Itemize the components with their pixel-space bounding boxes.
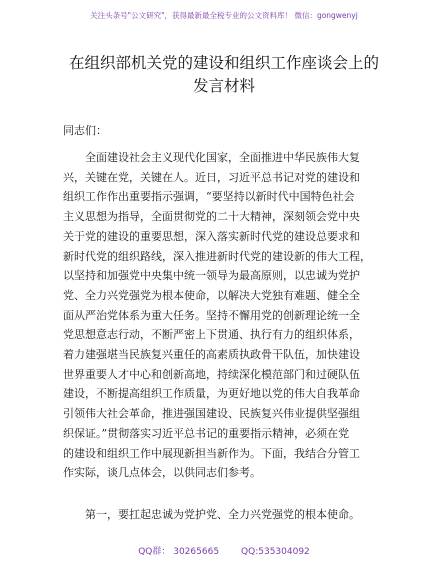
body-line: 党、全力兴党强党为根本使命，以解决大党独有难题、健全全 bbox=[63, 288, 360, 302]
title-line-2: 发言材料 bbox=[192, 77, 255, 95]
footer-qq-group: QQ群： 30265665 bbox=[138, 547, 220, 557]
header-notice: 关注头条号"公文研究"，获得最新最全税专业的公文资料库！ 微信：gongwenyj bbox=[90, 11, 358, 20]
body-line: 新时代党的组织路线，深入推进新时代党的建设新的伟大工程， bbox=[63, 249, 371, 263]
body-paragraph bbox=[63, 148, 389, 483]
body-line: 的建设和组织工作中展现新担当新作为。下面，我结合分管工 bbox=[63, 446, 360, 460]
body-line: 着力建强堪当民族复兴重任的高素质执政骨干队伍，加快建设 bbox=[63, 348, 360, 362]
body-line: 世界重要人才中心和创新高地，持续深化模范部门和过硬队伍 bbox=[63, 367, 360, 381]
body-line: 引领伟大社会革命，推进强国建设、民族复兴伟业提供坚强组 bbox=[63, 407, 360, 421]
body-line: 面从严治党体系为重大任务。坚持不懈用党的创新理论统一全 bbox=[63, 308, 360, 322]
document-title bbox=[60, 52, 388, 98]
body-line: 党思想意志行动，不断严密上下贯通、执行有力的组织体系， bbox=[63, 328, 360, 342]
footer-qq: QQ:535304092 bbox=[241, 547, 310, 557]
body-line: 作实际，谈几点体会，以供同志们参考。 bbox=[63, 466, 261, 480]
body-line: 以坚持和加强党中央集中统一领导为最高原则，以忠诚为党护 bbox=[63, 269, 360, 283]
footer-contact bbox=[0, 544, 448, 557]
body-line: 关于党的建设的重要思想，深入落实新时代党的建设总要求和 bbox=[63, 229, 360, 243]
point-one-heading: 第一，要扛起忠诚为党护党、全力兴党强党的根本使命。 bbox=[85, 508, 360, 521]
body-line: 全面建设社会主义现代化国家，全面推进中华民族伟大复 bbox=[85, 151, 360, 164]
body-line: 兴，关键在党，关键在人。近日，习近平总书记对党的建设和 bbox=[63, 170, 360, 184]
body-line: 建设，不断提高组织工作质量，为更好地以党的伟大自我革命 bbox=[63, 387, 360, 401]
body-line: 组织工作作出重要指示强调，“要坚持以新时代中国特色社会 bbox=[63, 190, 355, 204]
title-line-1: 在组织部机关党的建设和组织工作座谈会上的 bbox=[68, 54, 379, 72]
body-line: 织保证。”贯彻落实习近平总书记的重要指示精神，必须在党 bbox=[63, 426, 350, 440]
salutation: 同志们： bbox=[63, 124, 107, 137]
body-line: 主义思想为指导，全面贯彻党的二十大精神，深刻领会党中央 bbox=[63, 210, 360, 224]
